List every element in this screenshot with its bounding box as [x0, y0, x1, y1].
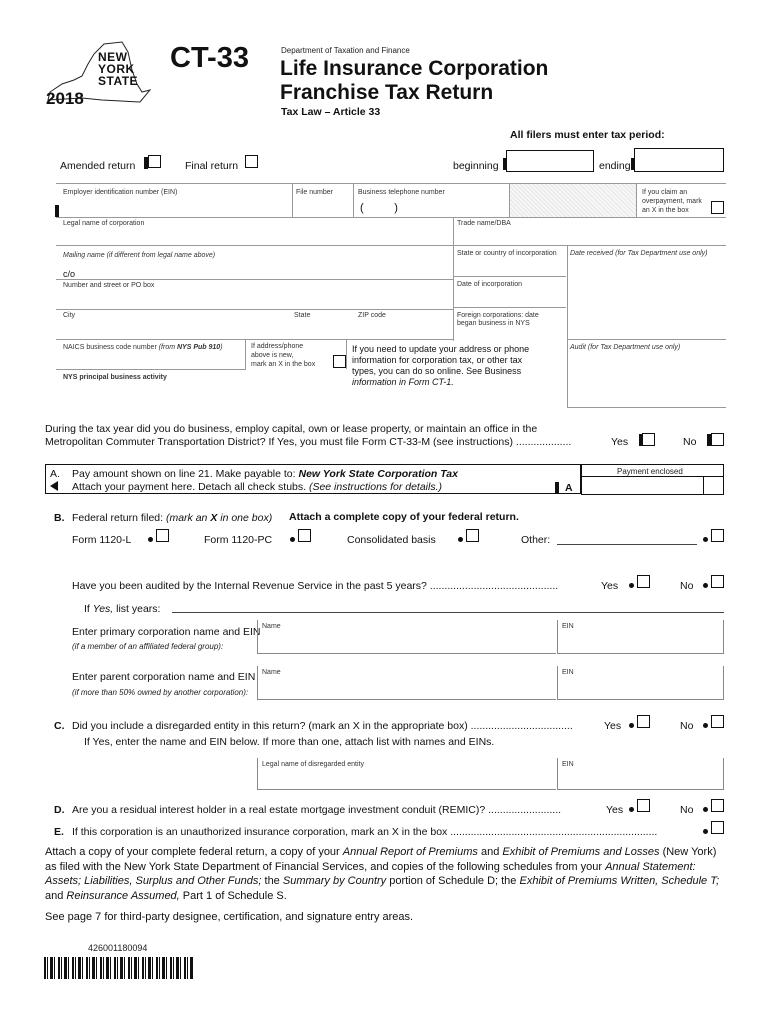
bullet-icon	[703, 829, 708, 834]
audit-label: Audit (for Tax Department use only)	[570, 344, 681, 351]
form-1120pc-checkbox[interactable]	[298, 529, 311, 542]
trade-name-field[interactable]	[455, 218, 725, 244]
other-label: Other:	[521, 534, 551, 546]
amended-return-label: Amended return	[60, 160, 136, 172]
section-a-letter: A.	[50, 468, 60, 480]
irs-audit-no-label: No	[680, 580, 694, 592]
primary-corp-note: (if a member of an affiliated federal group):	[72, 642, 224, 651]
date-incorp-field[interactable]	[455, 278, 566, 306]
section-c-yes-checkbox[interactable]	[637, 715, 650, 728]
irs-audit-no-checkbox[interactable]	[711, 575, 724, 588]
bullet-icon	[629, 583, 634, 588]
scan-marker	[144, 157, 148, 169]
file-number-label: File number	[296, 189, 333, 196]
naics-field[interactable]	[59, 341, 245, 367]
bullet-icon	[290, 537, 295, 542]
parent-corp-note: (if more than 50% owned by another corporation):	[72, 688, 249, 697]
final-return-checkbox[interactable]	[245, 155, 258, 168]
scan-marker	[707, 434, 711, 446]
remic-question: Are you a residual interest holder in a real estate mortgage investment conduit (REMIC)? .........................	[72, 804, 562, 816]
scan-marker	[55, 205, 59, 217]
mailing-name-field[interactable]	[59, 247, 453, 279]
if-yes-years-label: If Yes, list years:	[84, 603, 161, 615]
bullet-icon	[458, 537, 463, 542]
ending-label: ending	[599, 160, 631, 172]
primary-ein-label: EIN	[562, 623, 574, 630]
scan-marker	[639, 434, 643, 446]
section-d-letter: D.	[54, 804, 65, 816]
street-field[interactable]	[59, 281, 453, 308]
mctd-question-line1: During the tax year did you do business, employ capital, own or lease property, or maintain an office in the	[45, 423, 538, 435]
mctd-yes-checkbox[interactable]	[642, 433, 655, 446]
shaded-area	[510, 184, 636, 217]
bullet-icon	[703, 807, 708, 812]
phone-label: Business telephone number	[358, 189, 445, 196]
section-d-no-label: No	[680, 804, 694, 816]
section-c-instruction: If Yes, enter the name and EIN below. If more than one, attach list with names and EINs.	[84, 736, 495, 748]
section-c-yes-label: Yes	[604, 720, 622, 732]
parent-name-label: Name	[262, 669, 281, 676]
city-label: City	[63, 312, 76, 319]
section-e-letter: E.	[54, 826, 64, 838]
bullet-icon	[703, 583, 708, 588]
scan-marker	[555, 482, 559, 494]
section-d-yes-checkbox[interactable]	[637, 799, 650, 812]
foreign-corp-line1: Foreign corporations: date	[457, 312, 539, 319]
irs-audit-yes-label: Yes	[601, 580, 619, 592]
overpayment-checkbox[interactable]	[711, 201, 724, 214]
city-state-zip-field[interactable]	[59, 310, 453, 338]
barcode-number: 426001180094	[88, 943, 148, 953]
primary-name-label: Name	[262, 623, 281, 630]
unauthorized-insurance-question: If this corporation is an unauthorized insurance corporation, mark an X in the box .......................................................................	[72, 826, 658, 838]
other-checkbox[interactable]	[711, 529, 724, 542]
form-title-line2: Franchise Tax Return	[280, 81, 494, 104]
state-label: State	[294, 312, 311, 319]
state-incorp-label: State or country of incorporation	[457, 250, 557, 257]
addr-new-line2: above is new,	[251, 352, 294, 359]
care-of-label: c/o	[63, 269, 76, 279]
mctd-no-checkbox[interactable]	[711, 433, 724, 446]
date-incorp-label: Date of incorporation	[457, 281, 522, 288]
bullet-icon	[703, 537, 708, 542]
entity-info-grid	[56, 183, 726, 408]
update-info-line1: If you need to update your address or phone	[352, 344, 530, 354]
overpayment-line2: overpayment, mark	[642, 198, 702, 205]
parent-corp-label: Enter parent corporation name and EIN	[72, 671, 256, 683]
other-input-line[interactable]	[557, 544, 697, 545]
bullet-icon	[629, 723, 634, 728]
tax-law: Tax Law – Article 33	[281, 106, 381, 118]
primary-corp-ein-field[interactable]	[557, 620, 724, 654]
audit-years-input-line[interactable]	[172, 612, 724, 613]
section-a-line1: Pay amount shown on line 21. Make payable to: New York State Corporation Tax	[72, 468, 458, 480]
form-year: 2018	[46, 89, 84, 108]
disregarded-entity-ein-field[interactable]	[557, 758, 724, 790]
file-number-field[interactable]	[294, 185, 352, 217]
scan-marker	[631, 158, 635, 170]
attachment-instructions: Attach a copy of your complete federal return, a copy of your Annual Report of Premiums and Exhibit of Premiums and Losses (New York) as filed with the New York State Department of Financial Services, and copies of the following schedules from your Annual Statement: Assets; Liabilities, Surplus and Other Funds; the Summary by Country portion of Schedule D; the Exhibit of Premiums Written, Schedule T; and Reinsurance Assumed, Part 1 of Schedule S.	[45, 846, 720, 902]
overpayment-line3: an X in the box	[642, 207, 689, 214]
address-new-checkbox[interactable]	[333, 355, 346, 368]
foreign-corp-line2: began business in NYS	[457, 320, 530, 327]
section-e-checkbox[interactable]	[711, 821, 724, 834]
parent-corp-ein-field[interactable]	[557, 666, 724, 700]
amended-return-checkbox[interactable]	[148, 155, 161, 168]
overpayment-line1: If you claim an	[642, 189, 688, 196]
mctd-yes-label: Yes	[611, 436, 629, 448]
disregarded-entity-name-label: Legal name of disregarded entity	[262, 761, 364, 768]
trade-name-label: Trade name/DBA	[457, 220, 511, 227]
zip-label: ZIP code	[358, 312, 386, 319]
logo-text-york: YORK	[98, 62, 135, 76]
consolidated-label: Consolidated basis	[347, 534, 436, 546]
legal-name-label: Legal name of corporation	[63, 220, 145, 227]
mctd-question-line2: Metropolitan Commuter Transportation District? If Yes, you must file Form CT-33-M (see instructions) ...................	[45, 436, 572, 448]
mctd-no-label: No	[683, 436, 697, 448]
attach-federal-return: Attach a complete copy of your federal return.	[289, 511, 519, 523]
tax-period-heading: All filers must enter tax period:	[510, 129, 665, 141]
section-d-yes-label: Yes	[606, 804, 624, 816]
bullet-icon	[148, 537, 153, 542]
update-info-line2: information for corporation tax, or other tax	[352, 355, 523, 365]
mailing-name-label: Mailing name (if different from legal name above)	[63, 252, 216, 259]
arrow-icon	[50, 481, 58, 491]
legal-name-field[interactable]	[59, 218, 453, 244]
disregarded-entity-ein-label: EIN	[562, 761, 574, 768]
update-info-line3	[352, 366, 521, 376]
form-title-line1: Life Insurance Corporation	[280, 57, 549, 80]
update-info-line4: information in Form CT-1.	[352, 377, 454, 387]
street-label: Number and street or PO box	[63, 282, 155, 289]
form-1120l-label: Form 1120-L	[72, 534, 132, 546]
final-return-label: Final return	[185, 160, 239, 172]
update-info-line3-text: types, you can do so online. See Business	[352, 366, 522, 376]
state-incorp-field[interactable]	[455, 247, 566, 275]
form-1120l-checkbox[interactable]	[156, 529, 169, 542]
barcode	[44, 957, 194, 979]
section-b-letter: B.	[54, 512, 65, 524]
nys-logo	[42, 40, 152, 112]
form-1120pc-label: Form 1120-PC	[204, 534, 273, 546]
principal-activity-label: NYS principal business activity	[63, 374, 167, 381]
ending-date-field[interactable]	[634, 148, 724, 172]
principal-activity-field[interactable]	[59, 371, 245, 397]
ein-label: Employer identification number (EIN)	[63, 189, 178, 196]
section-c-no-label: No	[680, 720, 694, 732]
naics-label: NAICS business code number (from NYS Pub 910)	[63, 344, 223, 351]
section-a-line2: Attach your payment here. Detach all check stubs. (See instructions for details.)	[72, 481, 443, 493]
phone-field[interactable]: ( )	[360, 202, 398, 214]
page-7-reference: See page 7 for third-party designee, certification, and signature entry areas.	[45, 911, 414, 923]
beginning-date-field[interactable]	[506, 150, 594, 172]
payment-letter-a: A	[565, 482, 573, 494]
primary-corp-name-field[interactable]	[257, 620, 556, 654]
bullet-icon	[629, 807, 634, 812]
disregarded-entity-question: Did you include a disregarded entity in this return? (mark an X in the appropriate box) ...................................	[72, 720, 573, 732]
scan-marker	[503, 158, 507, 170]
section-c-letter: C.	[54, 720, 65, 732]
ein-field[interactable]	[59, 185, 293, 217]
primary-corp-label: Enter primary corporation name and EIN	[72, 626, 261, 638]
bullet-icon	[703, 723, 708, 728]
parent-corp-name-field[interactable]	[257, 666, 556, 700]
date-received-label: Date received (for Tax Department use only)	[570, 250, 708, 257]
logo-text-new: NEW	[98, 50, 128, 64]
section-d-no-checkbox[interactable]	[711, 799, 724, 812]
payment-enclosed-label: Payment enclosed	[617, 467, 683, 476]
beginning-label: beginning	[453, 160, 499, 172]
form-number: CT-33	[170, 42, 249, 74]
federal-return-filed-label: Federal return filed: (mark an X in one box)	[72, 512, 273, 524]
irs-audit-yes-checkbox[interactable]	[637, 575, 650, 588]
consolidated-checkbox[interactable]	[466, 529, 479, 542]
irs-audit-question: Have you been audited by the Internal Revenue Service in the past 5 years? ............................................	[72, 580, 559, 592]
section-c-no-checkbox[interactable]	[711, 715, 724, 728]
addr-new-line3: mark an X in the box	[251, 361, 316, 368]
parent-ein-label: EIN	[562, 669, 574, 676]
department-name: Department of Taxation and Finance	[281, 46, 410, 55]
logo-text-state: STATE	[98, 74, 139, 88]
addr-new-line1: If address/phone	[251, 343, 304, 350]
